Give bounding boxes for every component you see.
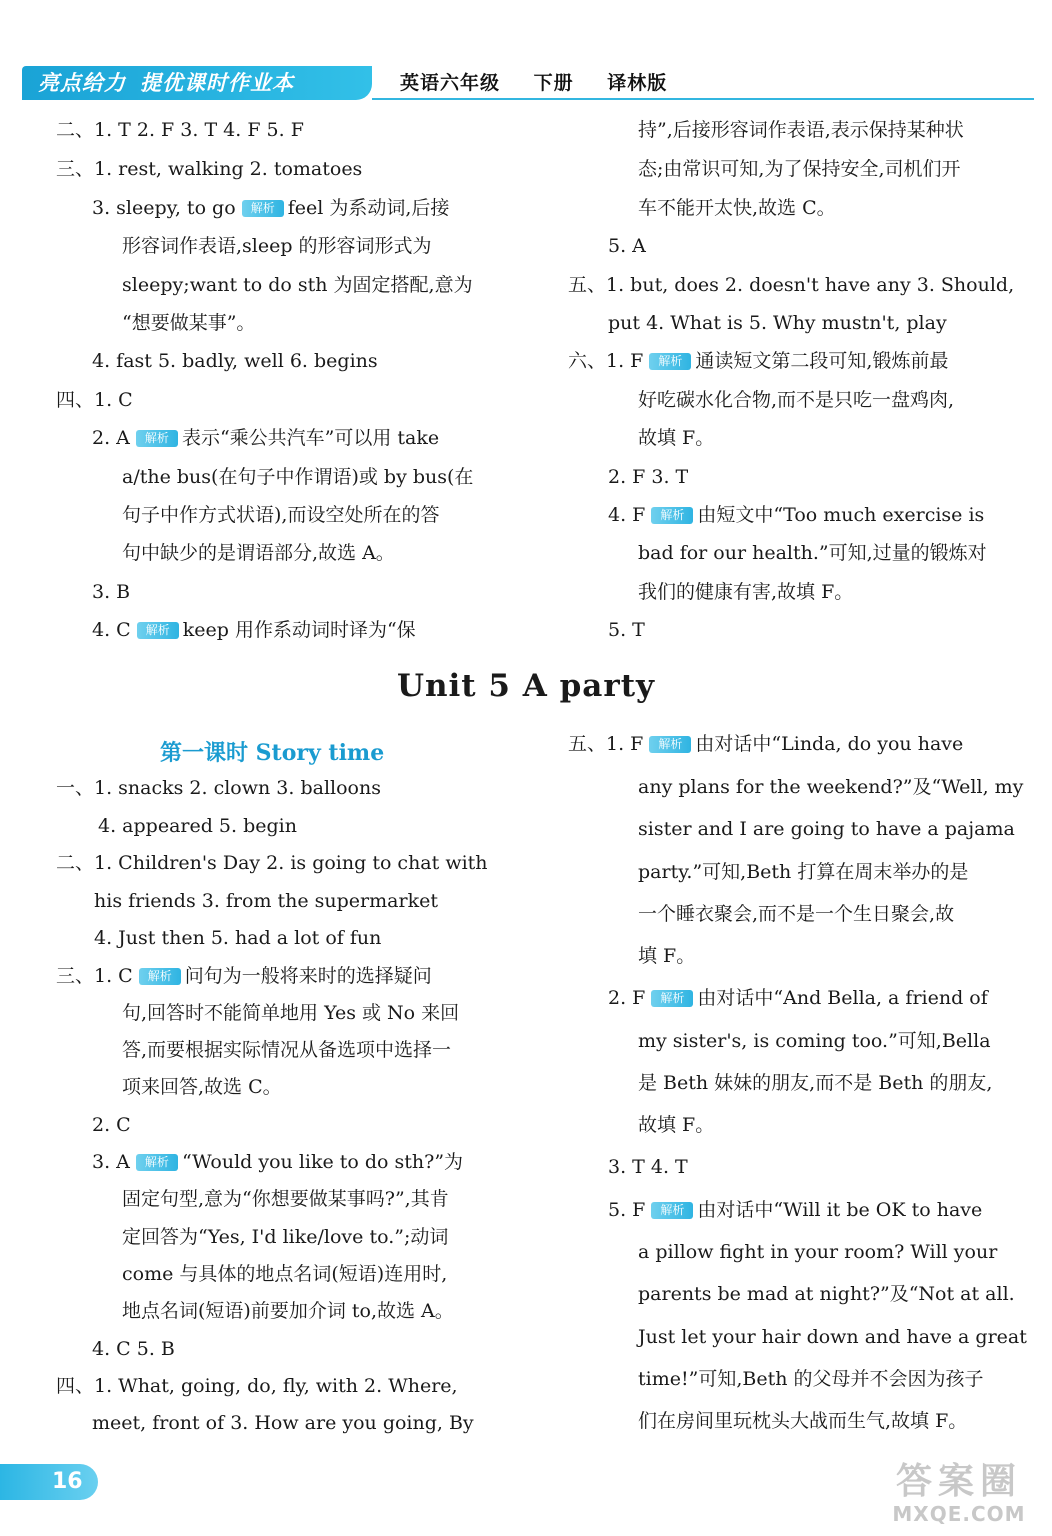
- answer-line: 5. T: [608, 619, 645, 641]
- volume: 下册: [533, 72, 574, 94]
- answer-text: 三、1. C: [56, 965, 133, 987]
- analysis-text: 通读短文第二段可知,锻炼前最: [695, 350, 949, 372]
- answer-line: [608, 1198, 982, 1222]
- brand-name: 亮点给力: [38, 71, 126, 95]
- analysis-tag: 解析: [649, 353, 691, 370]
- answer-text: 3. sleepy, to go: [92, 197, 236, 219]
- answer-line: 4. appeared 5. begin: [98, 815, 297, 837]
- analysis-line: 项来回答,故选 C。: [122, 1076, 282, 1098]
- edition: 译林版: [607, 72, 668, 94]
- answer-line: meet, front of 3. How are you going, By: [92, 1412, 474, 1434]
- analysis-line: time!”可知,Beth 的父母并不会因为孩子: [638, 1368, 984, 1390]
- brand-subtitle: 提优课时作业本: [140, 71, 294, 95]
- book-info: [400, 68, 693, 95]
- answer-line: 4. fast 5. badly, well 6. begins: [92, 350, 378, 372]
- analysis-line: 句子中作方式状语),而设空处所在的答: [122, 504, 440, 526]
- answer-text: 4. C: [92, 619, 131, 641]
- header-rule: [372, 98, 1034, 100]
- analysis-tag: 解析: [651, 1202, 693, 1219]
- analysis-line: bad for our health.”可知,过量的锻炼对: [638, 542, 987, 564]
- analysis-line: 填 F。: [638, 945, 696, 967]
- analysis-line: 好吃碳水化合物,而不是只吃一盘鸡肉,: [638, 389, 955, 411]
- answer-line: 五、1. but, does 2. doesn't have any 3. Should,: [568, 274, 1015, 296]
- analysis-tag: 解析: [651, 507, 693, 524]
- answer-line: 四、1. C: [56, 389, 133, 411]
- subject: 英语六年级: [400, 72, 501, 94]
- analysis-text: keep 用作系动词时译为“保: [182, 619, 416, 641]
- analysis-line: a/the bus(在句子中作谓语)或 by bus(在: [122, 466, 474, 488]
- analysis-line: “想要做某事”。: [122, 312, 256, 334]
- answer-line: [92, 1150, 463, 1174]
- analysis-line: my sister's, is coming too.”可知,Bella: [638, 1030, 991, 1052]
- answer-line: 4. Just then 5. had a lot of fun: [94, 927, 382, 949]
- answer-line: 一、1. snacks 2. clown 3. balloons: [56, 777, 381, 799]
- analysis-text: 由对话中“Will it be OK to have: [697, 1199, 983, 1221]
- analysis-line: 我们的健康有害,故填 F。: [638, 581, 854, 603]
- answer-line: 5. A: [608, 235, 646, 257]
- analysis-line: Just let your hair down and have a great: [638, 1326, 1027, 1348]
- analysis-line: any plans for the weekend?”及“Well, my: [638, 776, 1024, 798]
- analysis-tag: 解析: [136, 1154, 178, 1171]
- analysis-line: 故填 F。: [638, 1114, 715, 1136]
- analysis-tag: 解析: [649, 736, 691, 753]
- analysis-line: 一个睡衣聚会,而不是一个生日聚会,故: [638, 903, 955, 925]
- analysis-line: 故填 F。: [638, 427, 715, 449]
- analysis-line: 持”,后接形容词作表语,表示保持某种状: [638, 119, 964, 141]
- analysis-line: 句中缺少的是谓语部分,故选 A。: [122, 542, 395, 564]
- answer-line: 2. F 3. T: [608, 466, 689, 488]
- answer-line: 4. C 5. B: [92, 1338, 175, 1360]
- answer-line: [608, 986, 988, 1010]
- analysis-line: a pillow fight in your room? Will your: [638, 1241, 998, 1263]
- analysis-text: 由对话中“Linda, do you have: [695, 733, 964, 755]
- analysis-text: 表示“乘公共汽车”可以用 take: [181, 427, 440, 449]
- answer-line: 二、1. Children's Day 2. is going to chat with: [56, 852, 488, 874]
- analysis-line: parents be mad at night?”及“Not at all.: [638, 1283, 1015, 1305]
- page-header: [0, 62, 1052, 100]
- answer-line: 3. B: [92, 581, 131, 603]
- answer-line: [608, 503, 984, 527]
- answer-line: 三、1. rest, walking 2. tomatoes: [56, 158, 363, 180]
- analysis-text: feel 为系动词,后接: [287, 197, 450, 219]
- analysis-line: come 与具体的地点名词(短语)连用时,: [122, 1263, 448, 1285]
- answer-text: 4. F: [608, 504, 646, 526]
- answer-text: 2. A: [92, 427, 130, 449]
- analysis-tag: 解析: [139, 968, 181, 985]
- answer-line: 3. T 4. T: [608, 1156, 688, 1178]
- analysis-line: 句,回答时不能简单地用 Yes 或 No 来回: [122, 1002, 460, 1024]
- analysis-line: 态;由常识可知,为了保持安全,司机们开: [638, 158, 961, 180]
- analysis-text: 由短文中“Too much exercise is: [697, 504, 985, 526]
- answer-line: 四、1. What, going, do, fly, with 2. Where,: [56, 1375, 458, 1397]
- page-number: 16: [0, 1464, 98, 1500]
- answer-line: [92, 618, 416, 642]
- analysis-tag: 解析: [137, 622, 179, 639]
- answer-line: his friends 3. from the supermarket: [94, 890, 438, 912]
- answer-text: 3. A: [92, 1151, 130, 1173]
- analysis-text: 由对话中“And Bella, a friend of: [697, 987, 988, 1009]
- analysis-tag: 解析: [242, 200, 284, 217]
- unit-title: Unit 5 A party: [396, 668, 656, 704]
- analysis-line: party.”可知,Beth 打算在周末举办的是: [638, 861, 969, 883]
- analysis-text: 问句为一般将来时的选择疑问: [184, 965, 432, 987]
- watermark-text: 答案圈: [895, 1461, 1022, 1502]
- answer-line: [568, 349, 948, 373]
- analysis-line: 形容词作表语,sleep 的形容词形式为: [122, 235, 432, 257]
- answer-line: 二、1. T 2. F 3. T 4. F 5. F: [56, 119, 304, 141]
- answer-line: 2. C: [92, 1114, 131, 1136]
- analysis-line: sleepy;want to do sth 为固定搭配,意为: [122, 274, 473, 296]
- answer-line: [568, 732, 963, 756]
- analysis-line: 是 Beth 妹妹的朋友,而不是 Beth 的朋友,: [638, 1072, 993, 1094]
- analysis-line: 地点名词(短语)前要加介词 to,故选 A。: [122, 1300, 454, 1322]
- answer-line: put 4. What is 5. Why mustn't, play: [608, 312, 947, 334]
- lesson-title: 第一课时 Story time: [160, 740, 385, 766]
- analysis-line: 固定句型,意为“你想要做某事吗?”,其肯: [122, 1188, 449, 1210]
- analysis-line: 答,而要根据实际情况从备选项中选择一: [122, 1039, 452, 1061]
- brand-banner: [22, 66, 372, 100]
- answer-line: [92, 426, 439, 450]
- analysis-line: 车不能开太快,故选 C。: [638, 197, 836, 219]
- analysis-line: 们在房间里玩枕头大战而生气,故填 F。: [638, 1410, 968, 1432]
- analysis-line: sister and I are going to have a pajama: [638, 818, 1015, 840]
- answer-line: [92, 196, 449, 220]
- analysis-line: 定回答为“Yes, I'd like/love to.”;动词: [122, 1226, 449, 1248]
- analysis-tag: 解析: [136, 430, 178, 447]
- watermark-logo: [876, 1462, 1042, 1532]
- analysis-text: “Would you like to do sth?”为: [181, 1151, 464, 1173]
- answer-line: [56, 964, 432, 988]
- answer-text: 六、1. F: [568, 350, 644, 372]
- watermark-url: MXQE.COM: [892, 1502, 1026, 1526]
- analysis-tag: 解析: [651, 990, 693, 1007]
- answer-text: 五、1. F: [568, 733, 644, 755]
- answer-text: 2. F: [608, 987, 646, 1009]
- answer-text: 5. F: [608, 1199, 646, 1221]
